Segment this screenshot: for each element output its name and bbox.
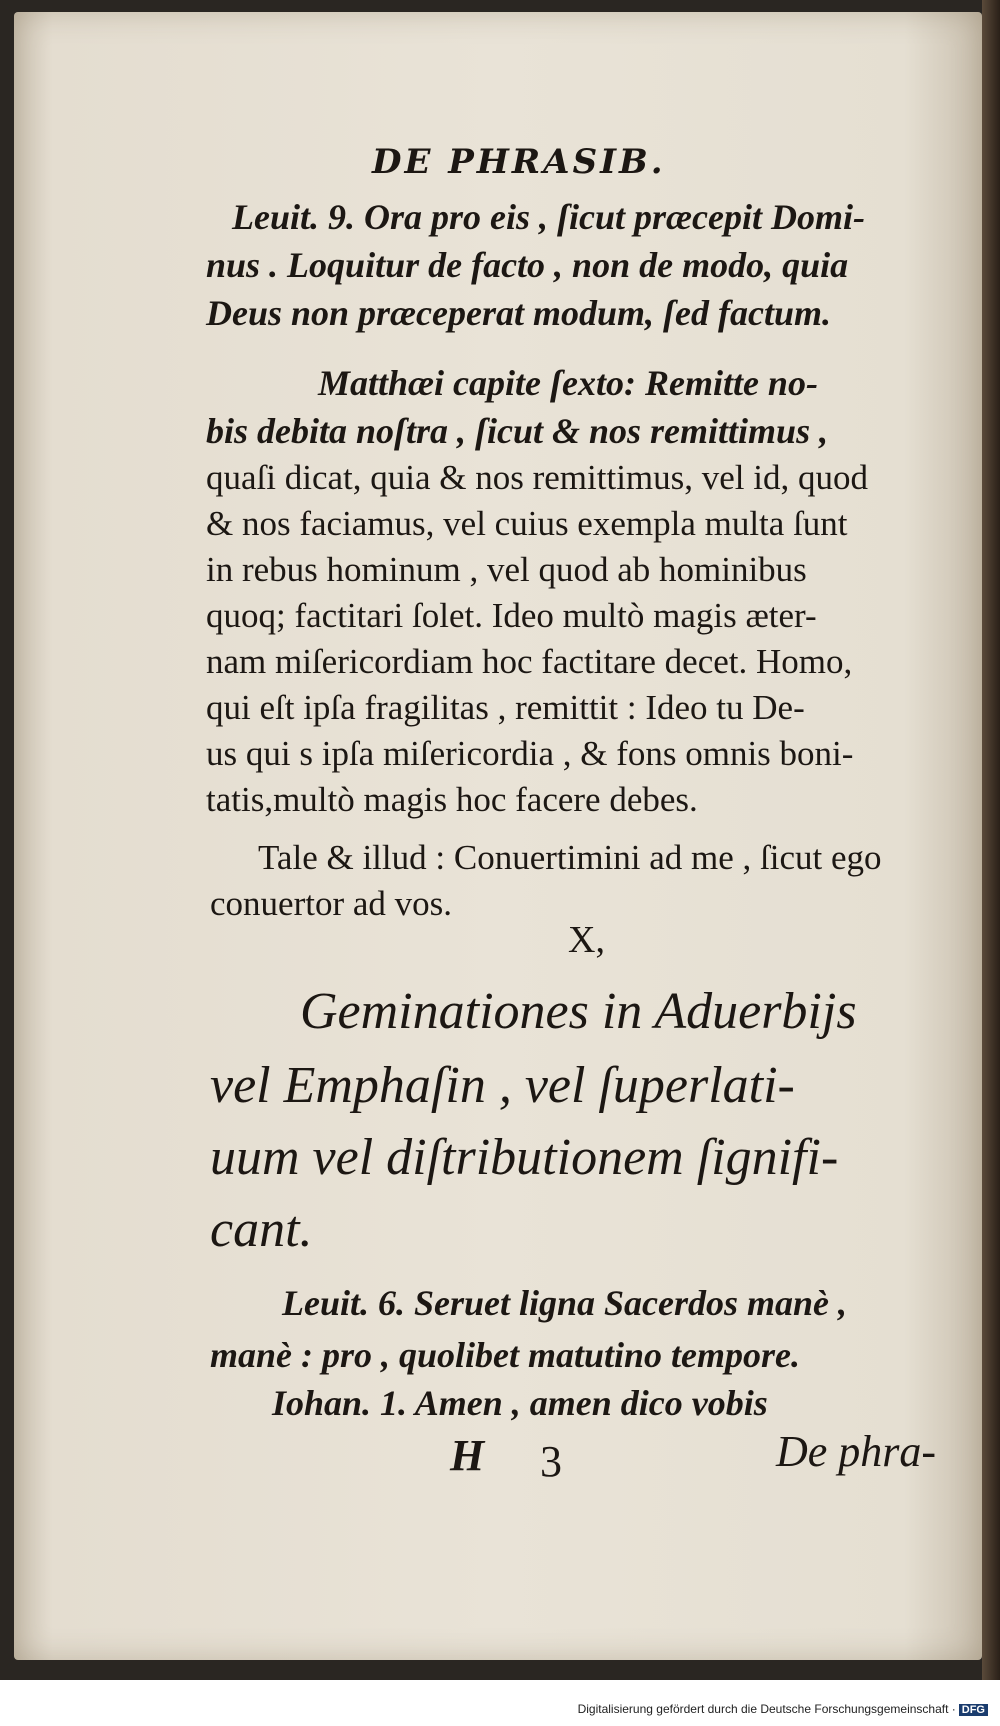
signature-mark: H <box>450 1431 485 1480</box>
text-line: in rebus hominum , vel quod ab hominibus <box>206 550 807 589</box>
text-line: & nos faciamus, vel cuius exempla multa ſunt <box>206 504 848 543</box>
text-line: nam miſericordiam hoc factitare decet. Homo, <box>206 642 853 681</box>
text-line: nus . Loquitur de facto , non de modo, quia <box>206 245 849 285</box>
section-number: X, <box>568 919 605 961</box>
section-heading-line: uum vel diſtributionem ſignifi- <box>210 1129 839 1186</box>
section-heading-line: vel Emphaſin , vel ſuperlati- <box>210 1057 795 1114</box>
text-line: us qui s ipſa miſericordia , & fons omnis boni- <box>206 734 854 773</box>
text-line: Matthæi capite ſexto: Remitte no- <box>318 363 818 403</box>
page-number: 3 <box>540 1437 562 1486</box>
text-line: Leuit. 9. Ora pro eis , ſicut præcepit Domi- <box>232 197 865 237</box>
text-line: tatis,multò magis hoc facere debes. <box>206 780 698 819</box>
book-edge <box>982 0 1000 1680</box>
text-line: Iohan. 1. Amen , amen dico vobis <box>272 1383 768 1423</box>
text-line: Tale & illud : Conuertimini ad me , ſicut ego <box>258 838 882 877</box>
text-line: manè : pro , quolibet matutino tempore. <box>210 1335 801 1375</box>
text-line: quoq; factitari ſolet. Ideo multò magis æter- <box>206 596 817 635</box>
dfg-logo: DFG <box>959 1704 988 1716</box>
digitization-footer <box>578 1702 988 1716</box>
section-heading-line: Geminationes in Aduerbijs <box>300 983 857 1040</box>
text-line: Leuit. 6. Seruet ligna Sacerdos manè , <box>282 1283 848 1323</box>
catchword: De phra- <box>776 1427 937 1476</box>
text-line: conuertor ad vos. <box>210 884 453 923</box>
text-line: bis debita noſtra , ſicut & nos remittimus , <box>206 411 829 451</box>
footer-text: Digitalisierung gefördert durch die Deutsche Forschungsgemeinschaft · <box>577 1702 956 1716</box>
text-line: quaſi dicat, quia & nos remittimus, vel id, quod <box>206 458 868 497</box>
text-line: Deus non præceperat modum, ſed factum. <box>206 293 831 333</box>
text-line: qui eſt ipſa fragilitas , remittit : Ideo tu De- <box>206 688 805 727</box>
running-head: DE PHRASIB. <box>372 142 666 182</box>
section-heading-line: cant. <box>210 1201 313 1258</box>
